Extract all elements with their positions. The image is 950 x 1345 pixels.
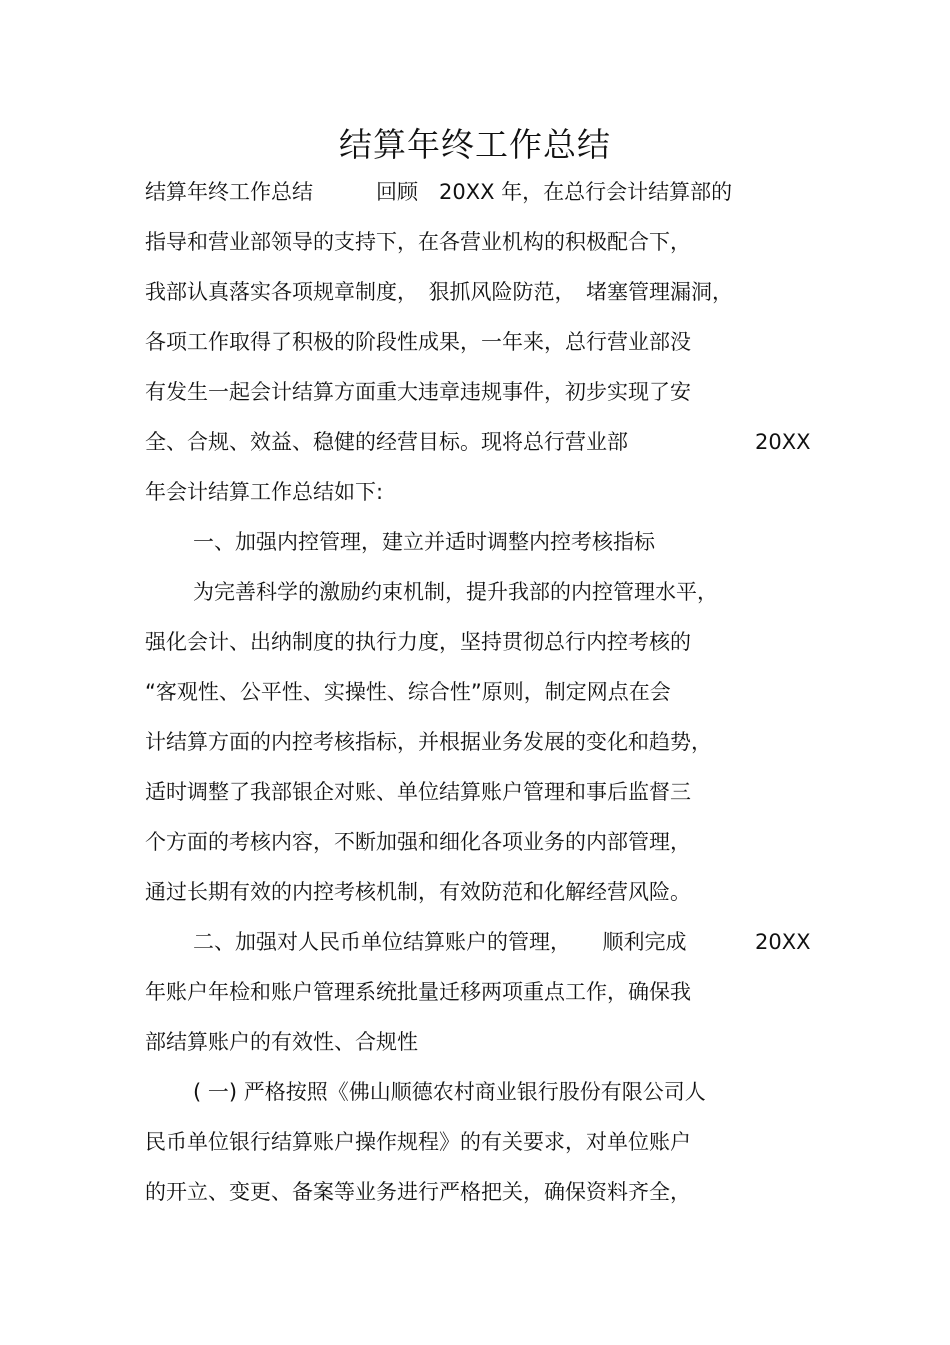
paragraph-line-14: 通过长期有效的内控考核机制，有效防范和化解经营风险。	[145, 880, 691, 904]
document-title: 结算年终工作总结	[339, 125, 611, 164]
paragraph-line-17: 民币单位银行结算账户操作规程》的有关要求，对单位账户	[145, 1130, 691, 1154]
paragraph-line-6: 全、合规、效益、稳健的经营目标。现将总行营业部	[145, 430, 628, 454]
paragraph-line-13: 个方面的考核内容，不断加强和细化各项业务的内部管理，	[145, 830, 691, 854]
paragraph-line-5: 有发生一起会计结算方面重大违章违规事件，初步实现了安	[145, 380, 691, 404]
year-token-2: 20XX	[755, 930, 811, 954]
paragraph-line-3: 我部认真落实各项规章制度， 狠抓风险防范， 堵塞管理漏洞，	[145, 280, 733, 304]
paragraph-line-4: 各项工作取得了积极的阶段性成果，一年来，总行营业部没	[145, 330, 691, 354]
paragraph-line-1: 结算年终工作总结 回顾 20XX 年，在总行会计结算部的	[145, 180, 733, 204]
paragraph-line-2: 指导和营业部领导的支持下，在各营业机构的积极配合下，	[145, 230, 691, 254]
paragraph-line-15: 年账户年检和账户管理系统批量迁移两项重点工作，确保我	[145, 980, 691, 1004]
paragraph-line-16: 部结算账户的有效性、合规性	[145, 1030, 418, 1054]
paragraph-line-8: 为完善科学的激励约束机制，提升我部的内控管理水平，	[193, 580, 718, 604]
paragraph-line-12: 适时调整了我部银企对账、单位结算账户管理和事后监督三	[145, 780, 691, 804]
year-token-1: 20XX	[755, 430, 811, 454]
section-heading-1: 一、加强内控管理，建立并适时调整内控考核指标	[193, 530, 655, 554]
paragraph-line-7: 年会计结算工作总结如下:	[145, 480, 384, 504]
section-heading-2: 二、加强对人民币单位结算账户的管理， 顺利完成	[193, 930, 687, 954]
paragraph-line-10: “客观性、公平性、实操性、综合性”原则，制定网点在会	[145, 680, 671, 704]
subsection-line-1: ( 一) 严格按照《佛山顺德农村商业银行股份有限公司人	[193, 1080, 706, 1104]
paragraph-line-11: 计结算方面的内控考核指标，并根据业务发展的变化和趋势，	[145, 730, 712, 754]
paragraph-line-9: 强化会计、出纳制度的执行力度，坚持贯彻总行内控考核的	[145, 630, 691, 654]
paragraph-line-18: 的开立、变更、备案等业务进行严格把关，确保资料齐全，	[145, 1180, 691, 1204]
